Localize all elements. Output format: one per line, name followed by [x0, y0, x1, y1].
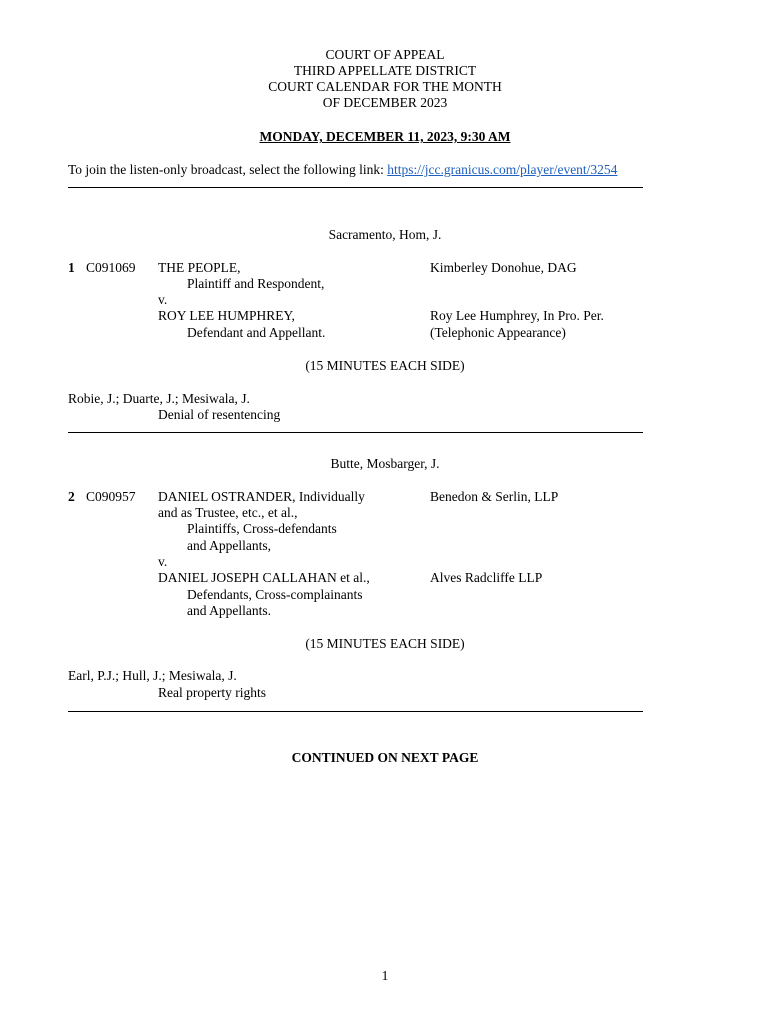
- counsel-name: Roy Lee Humphrey, In Pro. Per.: [430, 308, 604, 323]
- district-name: THIRD APPELLATE DISTRICT: [293, 63, 477, 78]
- panel-justices: Robie, J.; Duarte, J.; Mesiwala, J.: [68, 391, 250, 406]
- party-role: Defendant and Appellant.: [187, 325, 326, 340]
- party-role-cont: and Appellants,: [187, 538, 271, 553]
- case-subject: Real property rights: [158, 685, 266, 700]
- party-name-cont: and as Trustee, etc., et al.,: [158, 505, 298, 520]
- counsel-name: Benedon & Serlin, LLP: [430, 489, 559, 504]
- continued-notice: CONTINUED ON NEXT PAGE: [291, 750, 479, 765]
- case-subject: Denial of resentencing: [158, 407, 281, 422]
- counsel-name: Alves Radcliffe LLP: [430, 570, 543, 585]
- party-name: DANIEL OSTRANDER, Individually: [158, 489, 365, 504]
- broadcast-prefix: To join the listen-only broadcast, select the following link:: [68, 162, 388, 177]
- case-number: 1: [68, 260, 75, 275]
- party-role-cont: and Appellants.: [187, 603, 271, 618]
- calendar-month: OF DECEMBER 2023: [322, 95, 448, 110]
- case-number: 2: [68, 489, 75, 504]
- court-name: COURT OF APPEAL: [325, 47, 445, 62]
- divider: [68, 711, 643, 712]
- page-number: 1: [381, 968, 389, 983]
- party-role: Defendants, Cross-complainants: [187, 587, 363, 602]
- case-id: C090957: [86, 489, 136, 504]
- panel-justices: Earl, P.J.; Hull, J.; Mesiwala, J.: [68, 668, 237, 683]
- calendar-title: COURT CALENDAR FOR THE MONTH: [268, 79, 502, 94]
- broadcast-link[interactable]: https://jcc.granicus.com/player/event/3254: [387, 162, 618, 177]
- versus: v.: [158, 554, 168, 569]
- divider: [68, 432, 643, 433]
- broadcast-line: [68, 162, 617, 178]
- party-name: ROY LEE HUMPHREY,: [158, 308, 295, 323]
- case-id: C091069: [86, 260, 136, 275]
- argument-time: (15 MINUTES EACH SIDE): [305, 636, 465, 651]
- counsel-name: Kimberley Donohue, DAG: [430, 260, 577, 275]
- party-name: DANIEL JOSEPH CALLAHAN et al.,: [158, 570, 370, 585]
- case-location: Butte, Mosbarger, J.: [330, 456, 440, 471]
- argument-time: (15 MINUTES EACH SIDE): [305, 358, 465, 373]
- versus: v.: [158, 292, 168, 307]
- divider: [68, 187, 643, 188]
- session-date-heading: MONDAY, DECEMBER 11, 2023, 9:30 AM: [259, 129, 511, 144]
- counsel-note: (Telephonic Appearance): [430, 325, 566, 340]
- case-location: Sacramento, Hom, J.: [328, 227, 442, 242]
- party-name: THE PEOPLE,: [158, 260, 241, 275]
- party-role: Plaintiff and Respondent,: [187, 276, 325, 291]
- party-role: Plaintiffs, Cross-defendants: [187, 521, 337, 536]
